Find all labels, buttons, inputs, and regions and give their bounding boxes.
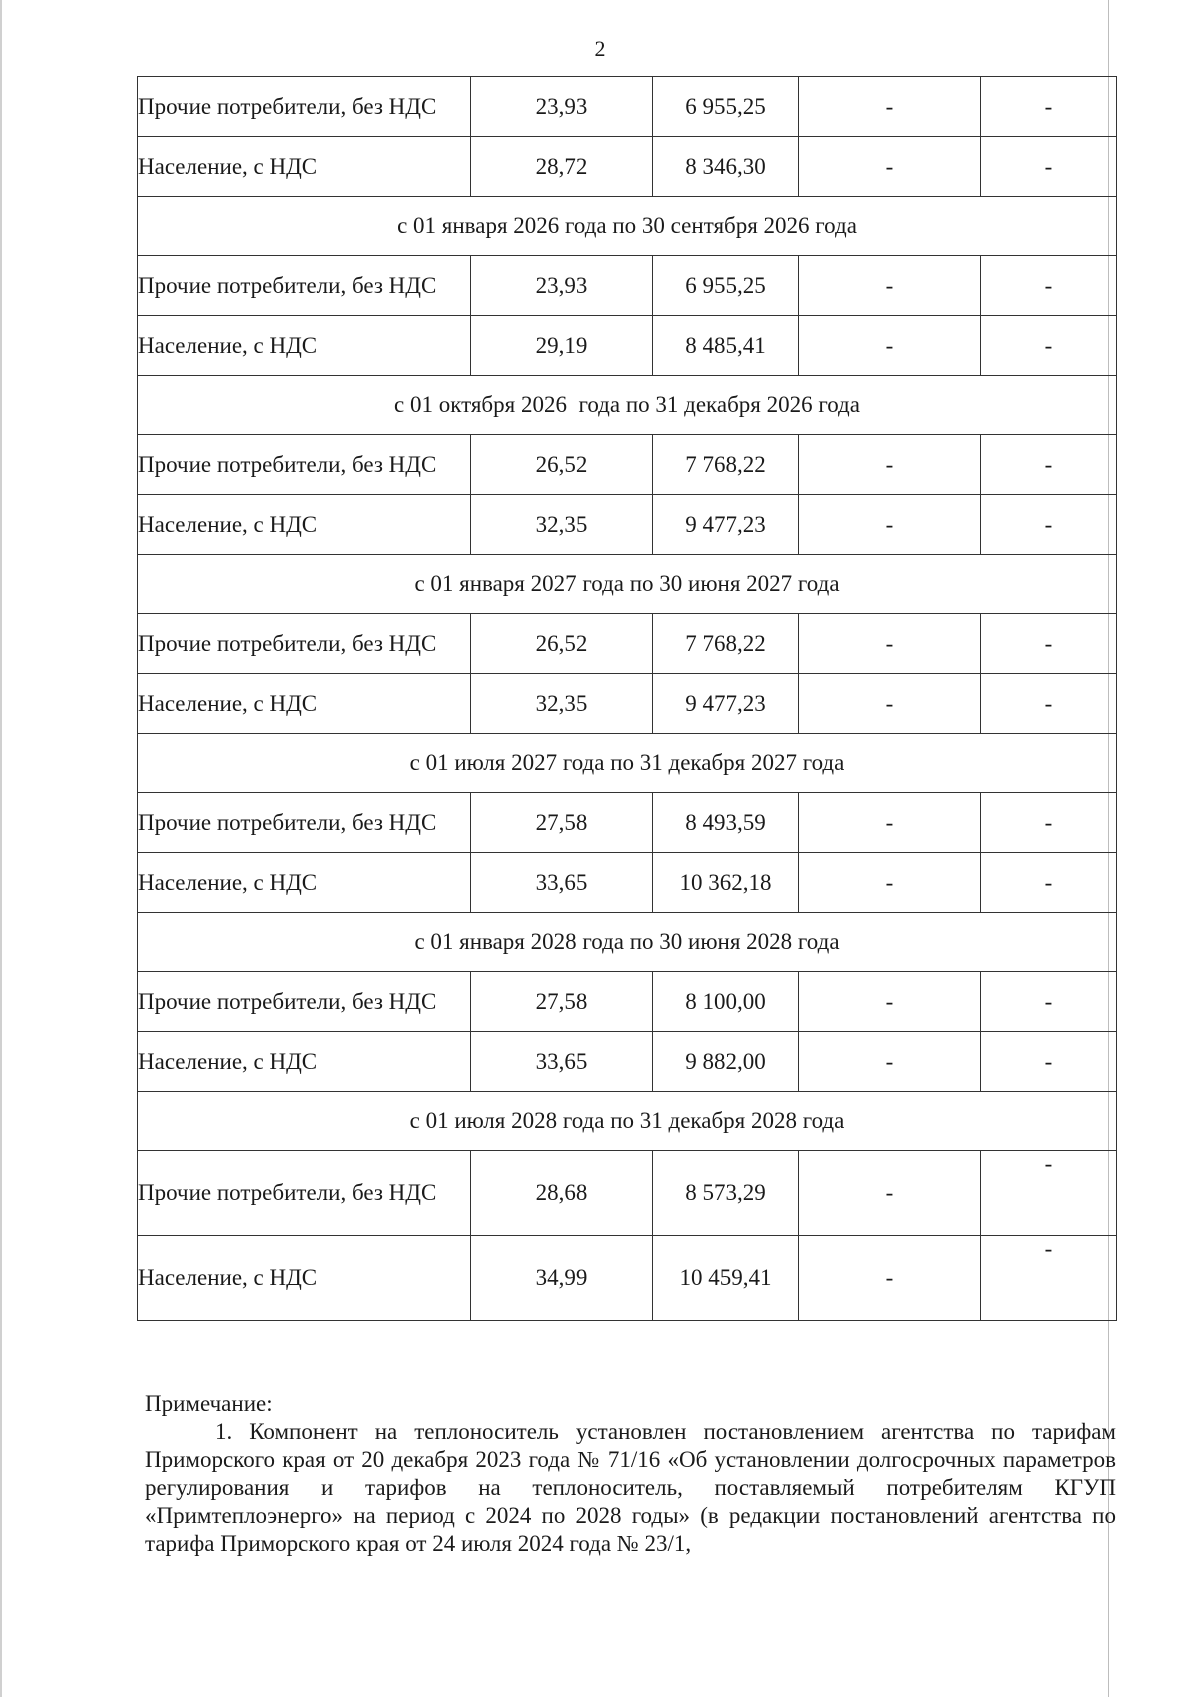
consumer-name-cell: Население, с НДС	[138, 853, 471, 913]
value-cell: 34,99	[471, 1236, 653, 1321]
consumer-name-cell: Прочие потребители, без НДС	[138, 435, 471, 495]
value-cell: 10 459,41	[653, 1236, 799, 1321]
value-cell: -	[981, 674, 1117, 734]
value-cell: 33,65	[471, 1032, 653, 1092]
consumer-name-cell: Население, с НДС	[138, 1236, 471, 1321]
value-cell: -	[981, 77, 1117, 137]
value-cell: -	[799, 972, 981, 1032]
table-row	[138, 77, 1117, 137]
period-heading: с 01 января 2027 года по 30 июня 2027 года	[138, 555, 1117, 614]
table-row	[138, 614, 1117, 674]
value-cell: -	[981, 972, 1117, 1032]
value-cell: -	[799, 793, 981, 853]
value-cell: 23,93	[471, 256, 653, 316]
value-cell: 28,72	[471, 137, 653, 197]
period-heading: с 01 января 2026 года по 30 сентября 2026 года	[138, 197, 1117, 256]
value-cell: 29,19	[471, 316, 653, 376]
value-cell: -	[799, 853, 981, 913]
period-row	[138, 376, 1117, 435]
value-cell: 9 477,23	[653, 674, 799, 734]
scan-edge-left	[0, 0, 2, 1697]
consumer-name-cell: Население, с НДС	[138, 137, 471, 197]
value-cell: -	[981, 1236, 1117, 1321]
table-row	[138, 972, 1117, 1032]
period-row	[138, 197, 1117, 256]
value-cell: -	[799, 674, 981, 734]
value-cell: 8 100,00	[653, 972, 799, 1032]
value-cell: 27,58	[471, 793, 653, 853]
table-row	[138, 1236, 1117, 1321]
consumer-name-cell: Прочие потребители, без НДС	[138, 614, 471, 674]
value-cell: 27,58	[471, 972, 653, 1032]
value-cell: 8 573,29	[653, 1151, 799, 1236]
period-heading: с 01 июля 2028 года по 31 декабря 2028 года	[138, 1092, 1117, 1151]
consumer-name-cell: Прочие потребители, без НДС	[138, 77, 471, 137]
notes-heading: Примечание:	[145, 1391, 273, 1416]
period-heading: с 01 октября 2026 года по 31 декабря 2026 года	[138, 376, 1117, 435]
table-row	[138, 1151, 1117, 1236]
table-row	[138, 495, 1117, 555]
table-row	[138, 435, 1117, 495]
value-cell: 8 485,41	[653, 316, 799, 376]
value-cell: -	[799, 316, 981, 376]
value-cell: -	[799, 77, 981, 137]
value-cell: -	[981, 316, 1117, 376]
value-cell: 6 955,25	[653, 77, 799, 137]
value-cell: 26,52	[471, 614, 653, 674]
value-cell: 7 768,22	[653, 614, 799, 674]
value-cell: 10 362,18	[653, 853, 799, 913]
value-cell: -	[799, 256, 981, 316]
consumer-name-cell: Прочие потребители, без НДС	[138, 1151, 471, 1236]
consumer-name-cell: Население, с НДС	[138, 1032, 471, 1092]
value-cell: 32,35	[471, 674, 653, 734]
table-row	[138, 674, 1117, 734]
value-cell: 32,35	[471, 495, 653, 555]
value-cell: 26,52	[471, 435, 653, 495]
period-row	[138, 913, 1117, 972]
page-number: 2	[594, 36, 606, 61]
table-row	[138, 137, 1117, 197]
consumer-name-cell: Население, с НДС	[138, 316, 471, 376]
period-row	[138, 555, 1117, 614]
value-cell: 8 346,30	[653, 137, 799, 197]
table-row	[138, 256, 1117, 316]
notes-section	[145, 1390, 1116, 1558]
value-cell: -	[981, 1032, 1117, 1092]
value-cell: -	[799, 1236, 981, 1321]
value-cell: 28,68	[471, 1151, 653, 1236]
consumer-name-cell: Население, с НДС	[138, 495, 471, 555]
value-cell: -	[799, 435, 981, 495]
value-cell: 9 477,23	[653, 495, 799, 555]
period-heading: с 01 июля 2027 года по 31 декабря 2027 года	[138, 734, 1117, 793]
value-cell: -	[799, 1032, 981, 1092]
value-cell: -	[981, 256, 1117, 316]
value-cell: -	[799, 137, 981, 197]
value-cell: -	[799, 495, 981, 555]
table-row	[138, 316, 1117, 376]
period-row	[138, 1092, 1117, 1151]
tariff-table	[137, 76, 1117, 1321]
value-cell: 6 955,25	[653, 256, 799, 316]
value-cell: -	[799, 614, 981, 674]
value-cell: -	[981, 1151, 1117, 1236]
value-cell: 8 493,59	[653, 793, 799, 853]
consumer-name-cell: Прочие потребители, без НДС	[138, 972, 471, 1032]
value-cell: -	[981, 137, 1117, 197]
value-cell: 9 882,00	[653, 1032, 799, 1092]
period-row	[138, 734, 1117, 793]
table-row	[138, 853, 1117, 913]
value-cell: -	[981, 793, 1117, 853]
value-cell: 7 768,22	[653, 435, 799, 495]
value-cell: -	[981, 853, 1117, 913]
value-cell: -	[799, 1151, 981, 1236]
note-item-1: 1. Компонент на теплоноситель установлен постановлением агентства по тарифам Приморского края от 20 декабря 2023 года № 71/16 «Об установлении долгосрочных параметров регулирования и тарифов на теплоноситель, поставляемый потребителям КГУП «Примтеплоэнерго» на период с 2024 по 2028 годы» (в редакции постановлений агентства по тарифа Приморского края от 24 июля 2024 года № 23/1,	[145, 1419, 1116, 1556]
consumer-name-cell: Прочие потребители, без НДС	[138, 256, 471, 316]
value-cell: 33,65	[471, 853, 653, 913]
consumer-name-cell: Население, с НДС	[138, 674, 471, 734]
value-cell: 23,93	[471, 77, 653, 137]
value-cell: -	[981, 435, 1117, 495]
value-cell: -	[981, 495, 1117, 555]
table-row	[138, 1032, 1117, 1092]
consumer-name-cell: Прочие потребители, без НДС	[138, 793, 471, 853]
value-cell: -	[981, 614, 1117, 674]
period-heading: с 01 января 2028 года по 30 июня 2028 года	[138, 913, 1117, 972]
table-row	[138, 793, 1117, 853]
